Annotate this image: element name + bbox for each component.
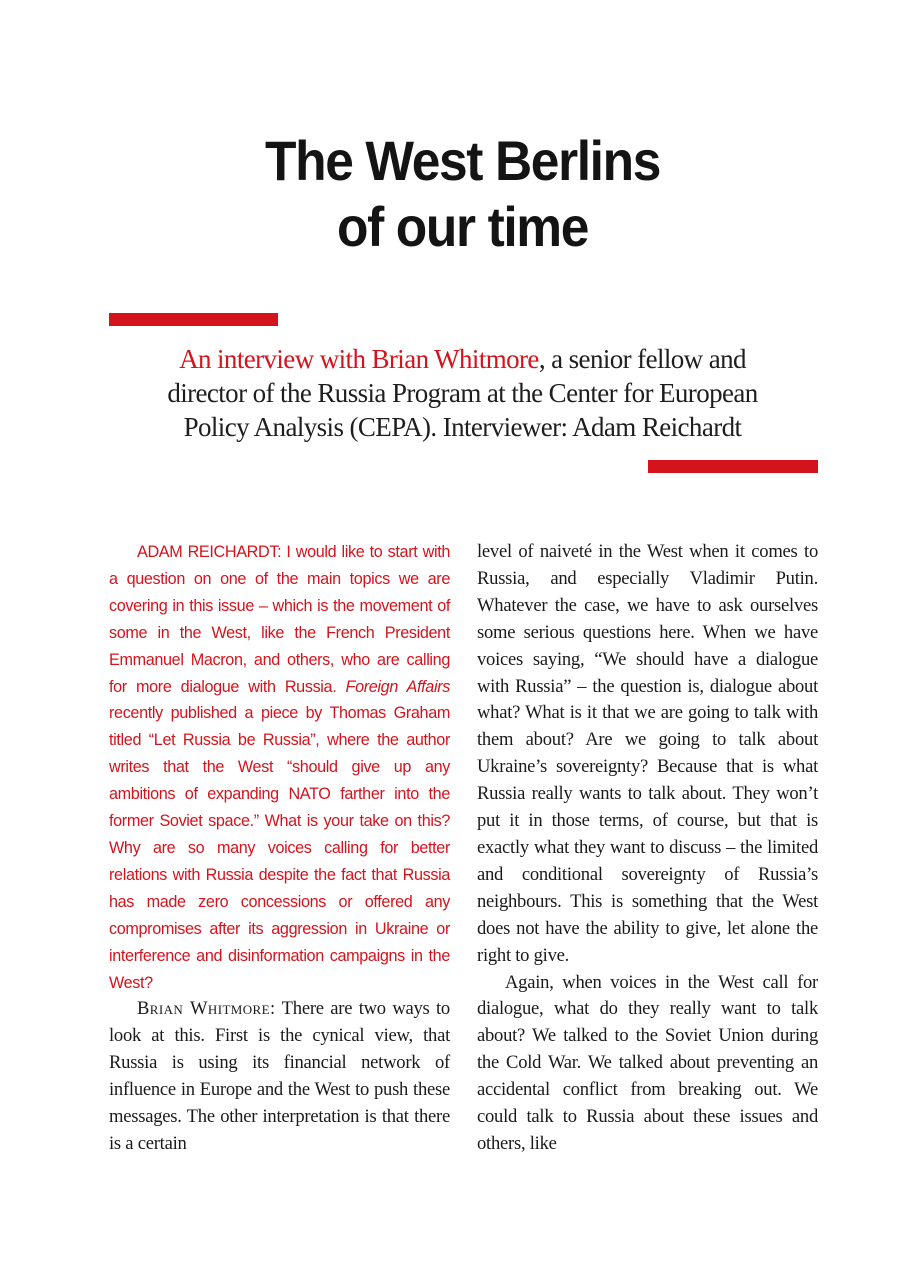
title-line-1: The West Berlins [265, 129, 660, 192]
question-text-2: recently published a piece by Thomas Graham titled “Let Russia be Russia”, where the author writes that the West “should give up any ambitions of expanding NATO farther into the former Soviet space.” What is your take on this? Why are so many voices calling for better relations with Russia despite the fact that Russia has made zero concessions or offered any compromises after its aggression in Ukraine or interference and disinformation campaigns in the West? [109, 704, 450, 992]
intro-rest: , a senior fellow and director of the Russia Program at the Center for European Policy Analysis (CEPA). Interviewer: Adam Reichardt [167, 344, 758, 442]
article-intro [150, 342, 775, 444]
accent-bar-top [109, 313, 278, 326]
interviewer-question [109, 539, 450, 996]
column-left [109, 539, 450, 1158]
answer-left-text: There are two ways to look at this. First is the cynical view, that Russia is using its financial network of influence in Europe and the West to push these messages. The other interpretation is that there is a certain [109, 998, 450, 1154]
title-line-2: of our time [336, 195, 588, 258]
article-title [175, 128, 750, 260]
question-italic: Foreign Affairs [345, 677, 450, 696]
question-text-1: I would like to start with a question on one of the main topics we are covering in this issue – which is the movement of some in the West, like the French President Emmanuel Macron, and others, who are calling for more dialogue with Russia. [109, 543, 450, 696]
answer-paragraph-1-cont: level of naiveté in the West when it comes to Russia, and especially Vladimir Putin. Whatever the case, we have to ask ourselves some serious questions here. When we have voices saying, “We should have a dialogue with Russia” – the question is, dialogue about what? What is it that we are going to talk with them about? Are we going to talk about Ukraine’s sovereignty? Because that is what Russia really wants to talk about. They won’t put it in those terms, of course, but that is exactly what they want to discuss – the limited and conditional sovereignty of Russia’s neighbours. This is something that the West does not have the ability to give, let alone the right to give. [477, 541, 818, 966]
question-speaker: ADAM REICHARDT: [137, 543, 282, 561]
answer-paragraph-2: Again, when voices in the West call for dialogue, what do they really want to talk about? We talked to the Soviet Union during the Cold War. We talked about preventing an accidental conflict from breaking out. We could talk to Russia about these issues and others, like [477, 971, 818, 1154]
accent-bar-bottom [648, 460, 818, 473]
column-right [477, 539, 818, 1158]
answer-paragraph-1-start [109, 996, 450, 1157]
intro-highlight: An interview with Brian Whitmore [179, 344, 539, 374]
answer-speaker: Brian Whitmore: [137, 998, 276, 1020]
